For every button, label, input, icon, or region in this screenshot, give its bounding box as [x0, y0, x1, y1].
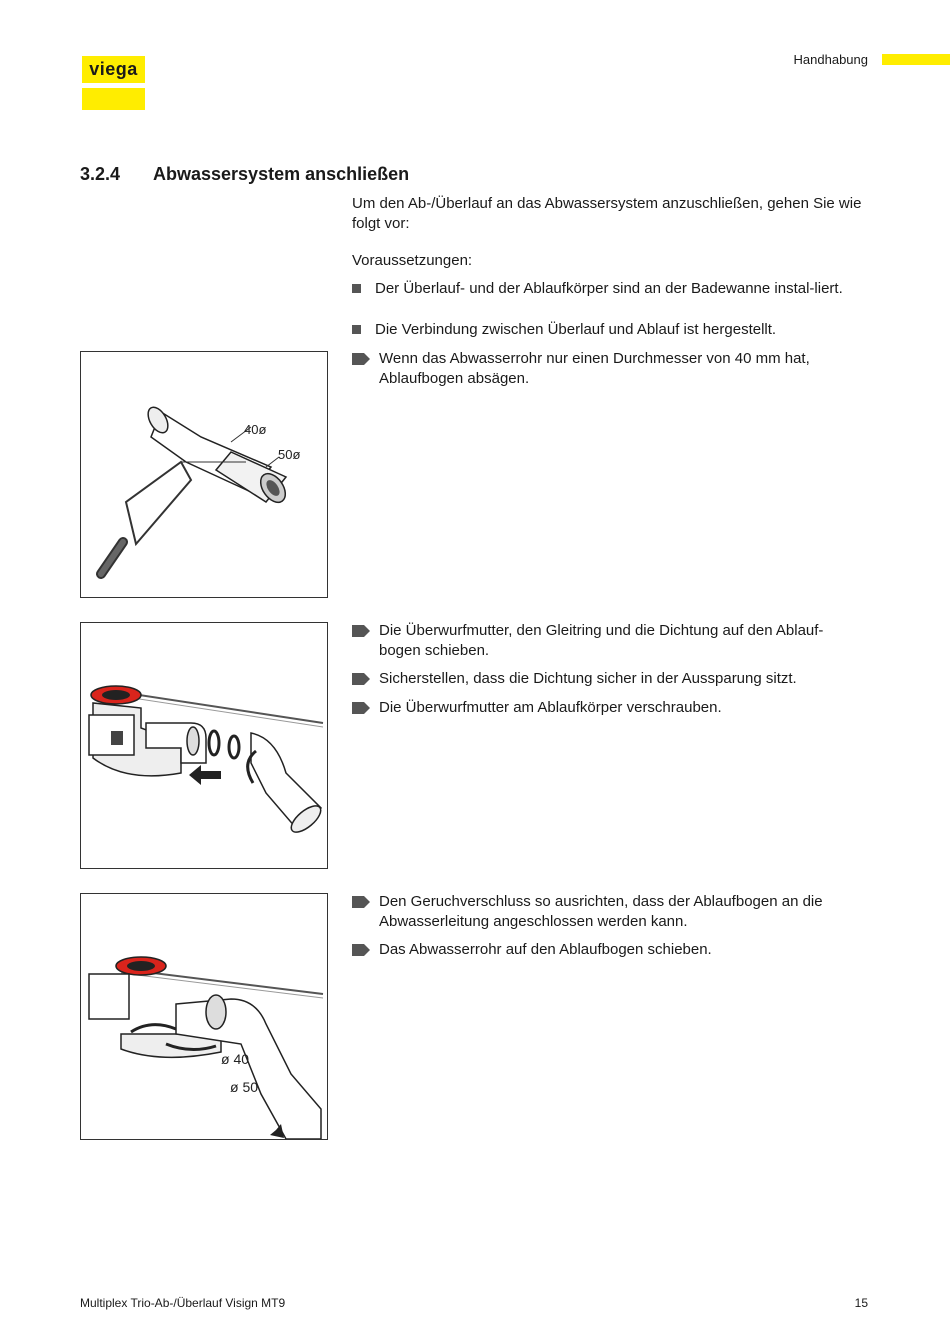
push-arrow-icon — [189, 765, 221, 785]
trap-alignment-illustration — [81, 894, 327, 1139]
intro-text: Um den Ab-/Überlauf an das Abwassersystem anzuschließen, gehen Sie wie folgt vor: — [352, 195, 862, 232]
step-item — [352, 621, 862, 661]
diameter-label-50: 50ø — [278, 447, 301, 462]
figure-saw-elbow — [80, 351, 328, 598]
footer-page-number: 15 — [854, 1296, 868, 1310]
step-text: Wenn das Abwasserrohr nur einen Durchmesser von 40 mm hat, Ablaufbogen absägen. — [379, 350, 810, 387]
saw-elbow-illustration — [81, 352, 327, 597]
prerequisite-text: Die Verbindung zwischen Überlauf und Ablauf ist hergestellt. — [375, 321, 777, 338]
prerequisite-text: Der Überlauf- und der Ablaufkörper sind an der Badewanne instal-liert. — [375, 280, 843, 297]
logo-block-bottom — [82, 88, 145, 110]
step-item — [352, 698, 862, 718]
nut-seal-illustration — [81, 623, 327, 868]
viega-logo — [82, 56, 145, 110]
section-accent-bar — [882, 54, 950, 65]
step-item — [352, 940, 862, 960]
step-arrow-icon — [352, 896, 370, 908]
prerequisite-item — [352, 320, 862, 340]
step-item — [352, 892, 862, 932]
diameter-label-40: 40ø — [244, 422, 267, 437]
step-text: Den Geruchverschluss so ausrichten, dass der Ablaufbogen an die Abwasserleitung angeschlossen werden kann. — [379, 893, 823, 930]
step-text: Die Überwurfmutter am Ablaufkörper verschrauben. — [379, 699, 722, 716]
step-arrow-icon — [352, 702, 370, 714]
footer-product: Multiplex Trio-Ab-/Überlauf Visign MT9 — [80, 1296, 286, 1310]
prerequisites-label: Voraussetzungen: — [352, 252, 473, 269]
rotate-arrow-icon — [131, 1025, 176, 1032]
section-label: Handhabung — [793, 52, 868, 67]
logo-text: viega — [89, 59, 138, 79]
step-text: Das Abwasserrohr auf den Ablaufbogen schieben. — [379, 941, 712, 958]
figure-nut-seal — [80, 622, 328, 869]
step-text: Die Überwurfmutter, den Gleitring und die Dichtung auf den Ablauf-bogen schieben. — [379, 622, 824, 659]
bullet-square-icon — [352, 284, 361, 293]
prerequisite-item — [352, 279, 862, 299]
step-arrow-icon — [352, 353, 370, 365]
step-arrow-icon — [352, 625, 370, 637]
step-arrow-icon — [352, 673, 370, 685]
page-title: Abwassersystem anschließen — [153, 164, 410, 184]
step-item — [352, 349, 862, 389]
bullet-square-icon — [352, 325, 361, 334]
step-text: Sicherstellen, dass die Dichtung sicher in der Aussparung sitzt. — [379, 670, 797, 687]
figure-trap-alignment — [80, 893, 328, 1140]
step-arrow-icon — [352, 944, 370, 956]
diameter-label-40: ø 40 — [221, 1051, 250, 1067]
heading-number: 3.2.4 — [80, 164, 121, 184]
diameter-label-50: ø 50 — [230, 1079, 259, 1095]
step-item — [352, 669, 862, 689]
